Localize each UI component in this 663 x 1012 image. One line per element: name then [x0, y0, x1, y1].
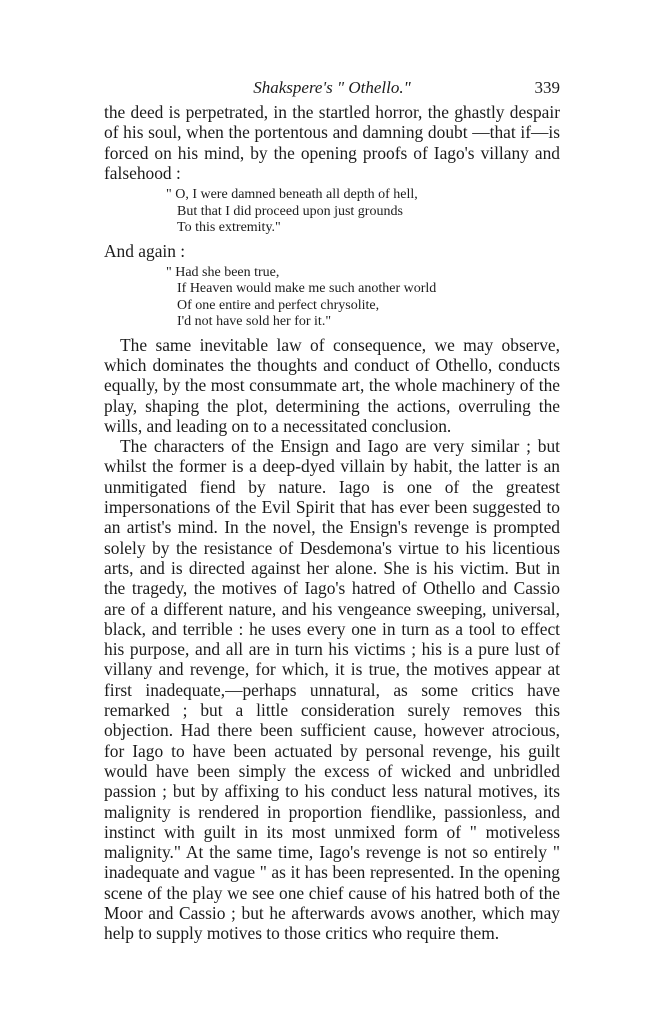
page-number: 339 — [534, 78, 560, 97]
quote-1-line-1: " O, I were damned beneath all depth of hell, — [166, 187, 418, 203]
book-page — [104, 72, 560, 944]
quote-2-line-4: I'd not have sold her for it." — [177, 314, 332, 330]
quote-2-line-1: " Had she been true, — [166, 264, 280, 280]
paragraph-consequence: The same inevitable law of consequence, we may observe, which dominates the thoughts and conduct of Othello, conducts equally, by the most consummate art, the whole machinery of the play, shaping the plot, determining the actions, overruling the wills, and leading on to a necessitated conclusion. — [104, 334, 560, 436]
running-title: Shakspere's " Othello." — [253, 78, 411, 97]
and-again-line: And again : — [104, 240, 186, 261]
quote-block-2 — [166, 265, 560, 331]
quote-2-line-3: Of one entire and perfect chrysolite, — [177, 297, 380, 313]
page-header — [104, 72, 560, 102]
quote-2-line-2: If Heaven would make me such another world — [177, 281, 437, 297]
quote-1-line-3: To this extremity." — [177, 220, 281, 236]
quote-1-line-2: But that I did proceed upon just grounds — [177, 203, 403, 219]
quote-block-1 — [166, 187, 560, 237]
paragraph-ensign-iago: The characters of the Ensign and Iago are very similar ; but whilst the former is a deep-dyed villain by habit, the latter is an unmitigated fiend by nature. Iago is one of the greatest impersonations of the Evil Spirit that has ever been suggested to an artist's mind. In the novel, the Ensign's revenge is prompted solely by the resistance of Desdemona's virtue to his licentious arts, and is directed against her alone. She is his victim. But in the tragedy, the motives of Iago's hatred of Othello and Cassio are of a different nature, and his vengeance sweeping, universal, black, and terrible : he uses every one in turn as a tool to effect his purpose, and all are in turn his victims ; his is a pure lust of villany and revenge, for which, it is true, the motives appear at first inadequate,—perhaps unnatural, as some critics have remarked ; but a little consideration surely removes this objection. Had there been sufficient cause, however atrocious, for Iago to have been actuated by personal revenge, his guilt would have been simply the excess of wicked and unbridled passion ; but by affixing to his conduct less natural motives, its malignity is rendered in proportion fiendlike, passionless, and instinct with guilt in its most unmixed form of " motiveless malignity." At the same time, Iago's revenge is not so entirely " inadequate and vague " as it has been represented. In the opening scene of the play we see one chief cause of his hatred both of the Moor and Cassio ; but he afterwards avows another, which may help to supply motives to those critics who require them. — [104, 436, 560, 944]
opening-paragraph: the deed is perpetrated, in the startled horror, the ghastly despair of his soul, when the portentous and damning doubt —that if—is forced on his mind, by the opening proofs of Iago's villany and falsehood : — [104, 102, 560, 183]
